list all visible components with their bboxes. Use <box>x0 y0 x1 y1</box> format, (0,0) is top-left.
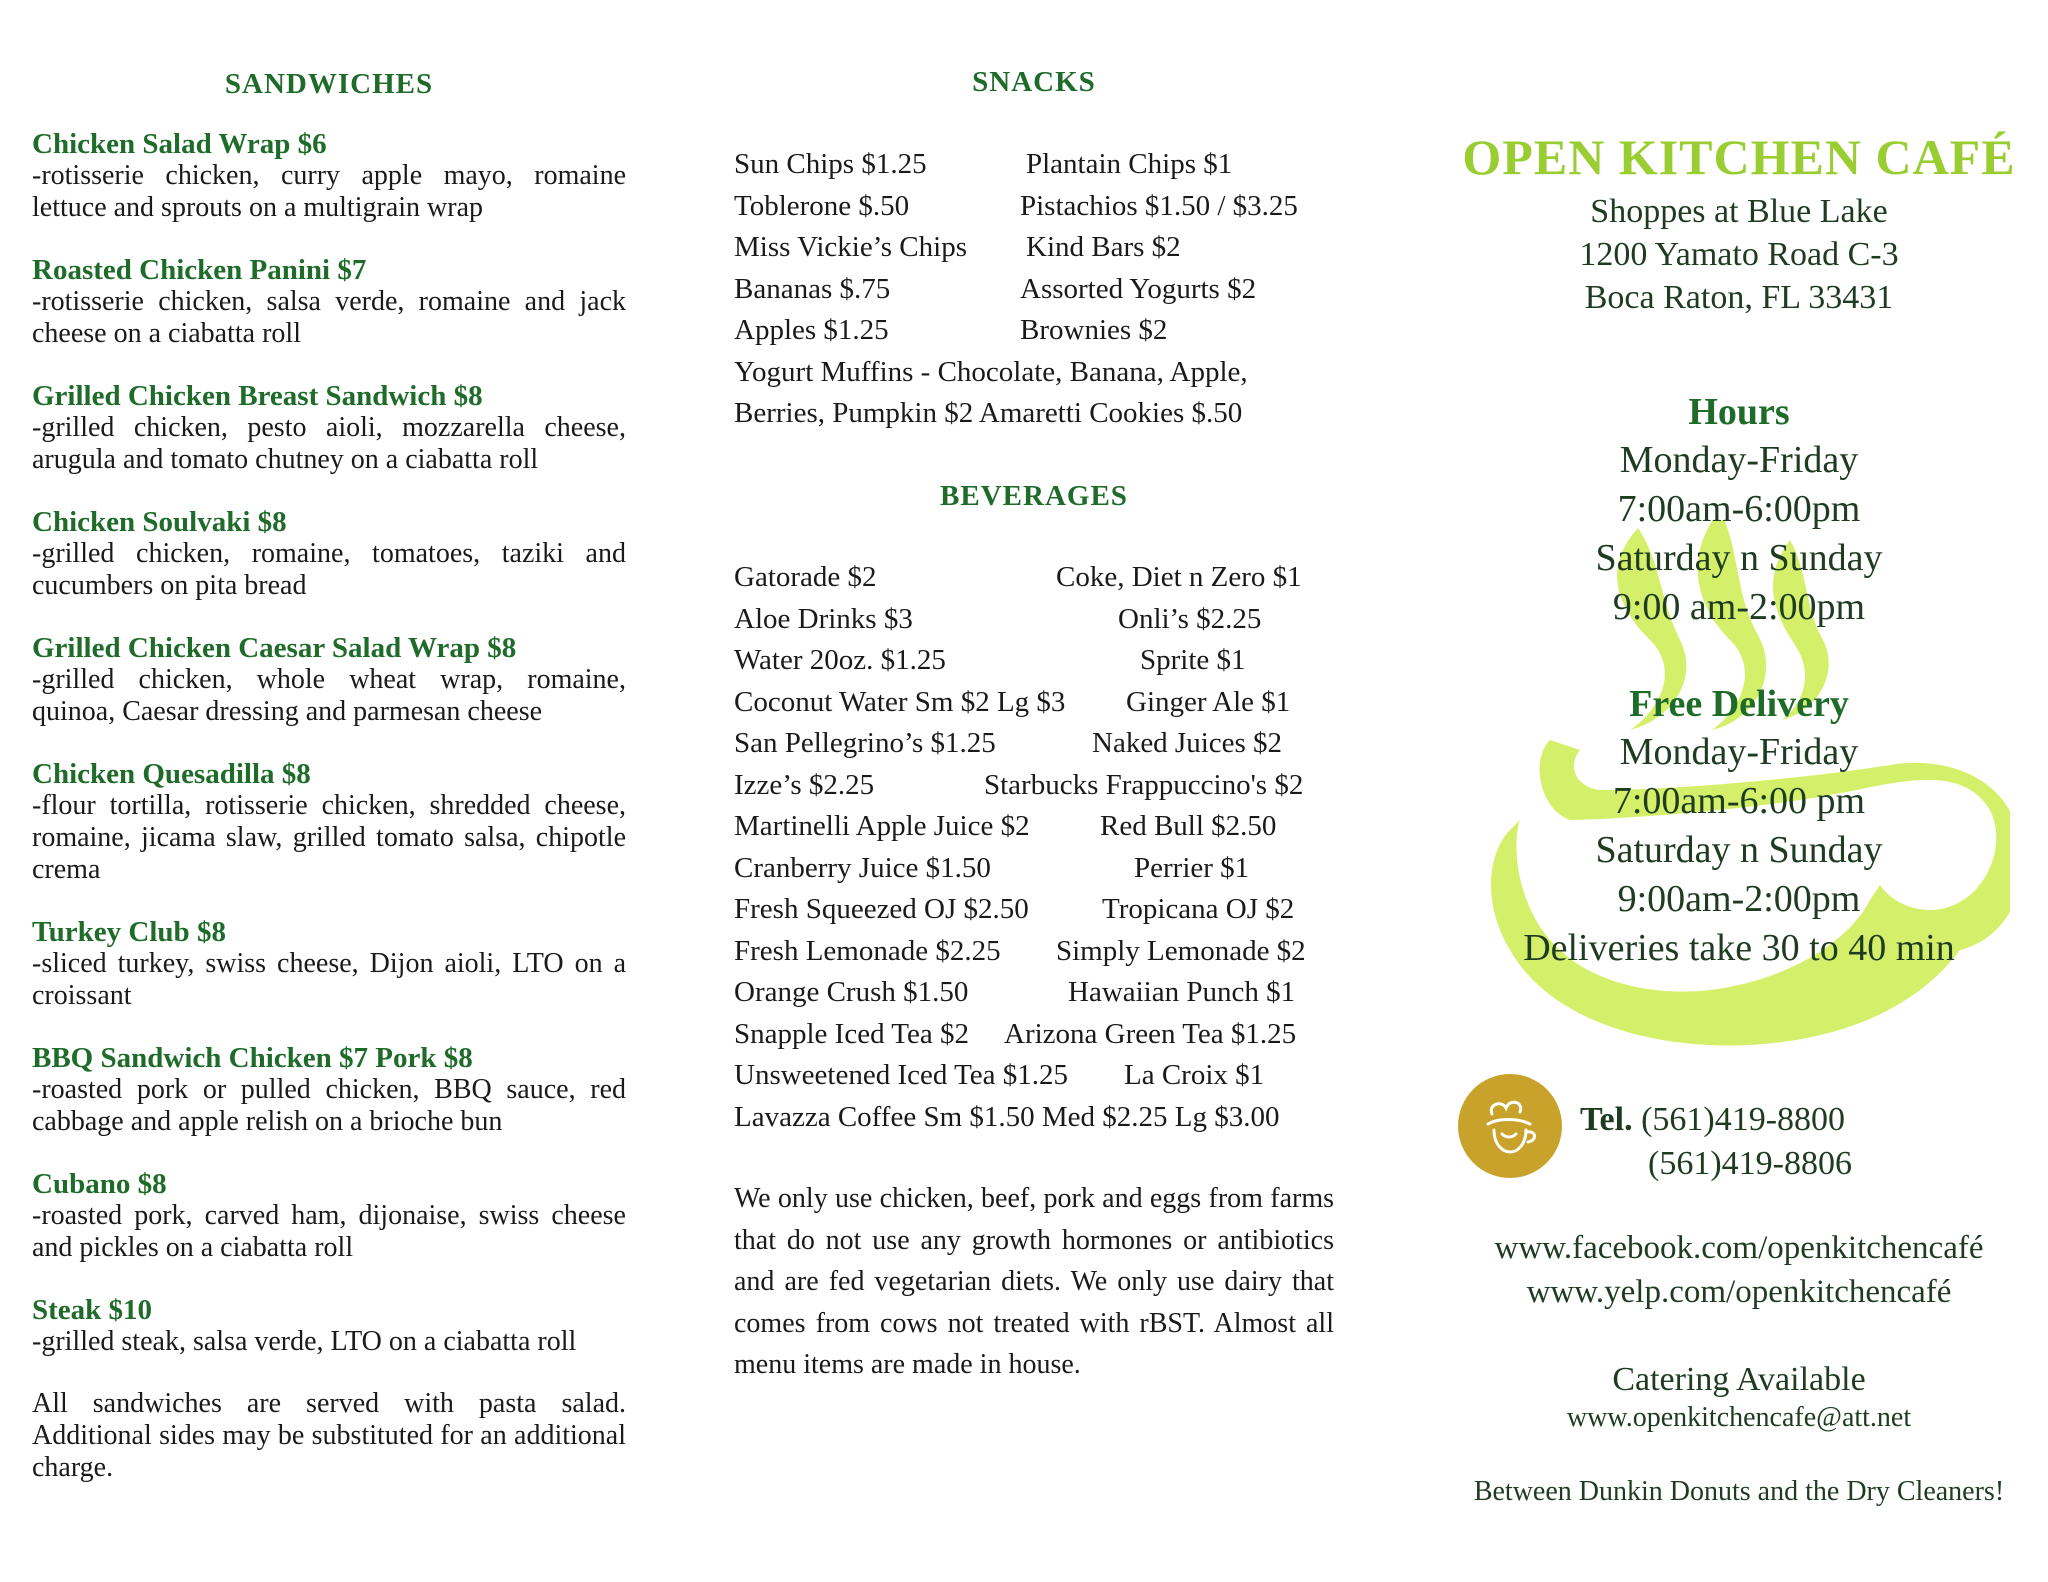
beverage-right: Coke, Diet n Zero $1 <box>1056 561 1302 593</box>
sandwiches-heading: SANDWICHES <box>224 68 434 100</box>
item-name: BBQ Sandwich Chicken $7 Pork $8 <box>32 1042 473 1074</box>
list-item <box>734 227 1334 269</box>
item-name: Chicken Salad Wrap $6 <box>32 128 327 160</box>
list-item <box>734 352 1334 394</box>
snack-right: Plantain Chips $1 <box>1026 148 1233 180</box>
beverage-left: Gatorade $2 <box>734 561 877 593</box>
snack-left: Bananas $.75 <box>734 272 891 305</box>
menu-item <box>32 254 626 350</box>
beverage-right: Starbucks Frappuccino's $2 <box>984 768 1304 801</box>
sourcing-policy: We only use chicken, beef, pork and eggs from farms that do not use any growth hormones or antibiotics and are fed vegetarian diets. We only use dairy that comes from cows not treated with rBST. Almost all menu items are made in house. <box>734 1183 1334 1380</box>
menu-item <box>32 506 626 602</box>
phone-number[interactable]: (561)419-8800 <box>1641 1101 1846 1138</box>
beverage-right: La Croix $1 <box>1124 1059 1265 1091</box>
menu-item <box>32 380 626 476</box>
phone-number[interactable]: (561)419-8806 <box>1648 1145 1852 1182</box>
list-item <box>734 269 1334 311</box>
list-item <box>734 557 1334 599</box>
beverage-right: Perrier $1 <box>1134 851 1250 884</box>
menu-item <box>32 1042 626 1138</box>
snack-left: Sun Chips $1.25 <box>734 148 927 180</box>
beverage-right: Onli’s $2.25 <box>1118 602 1262 635</box>
beverages-list <box>734 557 1334 1138</box>
snack-left: Apples $1.25 <box>734 314 889 346</box>
menu-item <box>32 758 626 886</box>
beverage-left: Cranberry Juice $1.50 <box>734 851 991 884</box>
item-name: Steak $10 <box>32 1294 153 1326</box>
hours-line: 9:00 am-2:00pm <box>1612 586 1866 628</box>
beverage-right: Tropicana OJ $2 <box>1102 893 1295 925</box>
address-line: 1200 Yamato Road C-3 <box>1579 236 1899 273</box>
beverage-left: Martinelli Apple Juice $2 <box>734 810 1030 842</box>
menu-item <box>32 916 626 1012</box>
list-item <box>734 931 1334 973</box>
hours-line: Monday-Friday <box>1619 439 1859 481</box>
beverage-right: Hawaiian Punch $1 <box>1068 976 1296 1008</box>
snack-left: Miss Vickie’s Chips <box>734 231 967 263</box>
snack-right: Pistachios $1.50 / $3.25 <box>1020 189 1298 222</box>
beverage-right: Arizona Green Tea $1.25 <box>1004 1017 1297 1050</box>
item-description: -sliced turkey, swiss cheese, Dijon aioli, LTO on a croissant <box>32 948 626 1011</box>
snacks-heading: SNACKS <box>972 66 1096 98</box>
catering-label: Catering Available <box>1612 1361 1866 1398</box>
hours-heading: Hours <box>1688 391 1790 433</box>
beverage-line: Lavazza Coffee Sm $1.50 Med $2.25 Lg $3.00 <box>734 1100 1280 1133</box>
list-item <box>734 848 1334 890</box>
delivery-line: Saturday n Sunday <box>1595 829 1883 871</box>
menu-item <box>32 128 626 224</box>
email-link[interactable]: www.openkitchencafe@att.net <box>1566 1402 1912 1433</box>
snacks-list <box>734 144 1334 435</box>
website-link[interactable]: www.facebook.com/openkitchencafé <box>1494 1230 1984 1266</box>
list-item <box>734 1055 1334 1097</box>
list-item <box>734 682 1334 724</box>
item-name: Grilled Chicken Breast Sandwich $8 <box>32 380 483 412</box>
menu-item <box>32 632 626 728</box>
beverage-right: Simply Lemonade $2 <box>1056 934 1306 967</box>
item-name: Turkey Club $8 <box>32 916 226 948</box>
delivery-heading: Free Delivery <box>1629 683 1849 725</box>
cafe-logo-icon <box>1458 1074 1562 1178</box>
list-item <box>734 640 1334 682</box>
beverage-right: Sprite $1 <box>1140 644 1246 676</box>
snack-right: Kind Bars $2 <box>1026 231 1181 263</box>
cafe-name: OPEN KITCHEN CAFÉ <box>1462 129 2016 185</box>
beverage-right: Ginger Ale $1 <box>1126 685 1291 718</box>
snack-left: Toblerone $.50 <box>734 189 910 222</box>
sandwich-footnote: All sandwiches are served with pasta salad. Additional sides may be substituted for an additional charge. <box>32 1388 626 1483</box>
address-line: Shoppes at Blue Lake <box>1590 193 1888 230</box>
list-item <box>734 765 1334 807</box>
list-item <box>734 889 1334 931</box>
beverage-left: Coconut Water Sm $2 Lg $3 <box>734 685 1066 718</box>
snack-right: Assorted Yogurts $2 <box>1020 272 1257 305</box>
beverages-heading: BEVERAGES <box>940 480 1128 512</box>
beverage-left: Fresh Lemonade $2.25 <box>734 934 1001 967</box>
delivery-line: Monday-Friday <box>1619 731 1859 773</box>
item-description: -grilled chicken, romaine, tomatoes, taziki and cucumbers on pita bread <box>32 538 626 601</box>
item-description: -rotisserie chicken, salsa verde, romaine and jack cheese on a ciabatta roll <box>32 286 626 349</box>
snack-line: Berries, Pumpkin $2 Amaretti Cookies $.50 <box>734 397 1243 429</box>
beverage-left: Water 20oz. $1.25 <box>734 644 946 676</box>
item-name: Cubano $8 <box>32 1168 167 1200</box>
list-item <box>734 144 1334 186</box>
item-description: -grilled steak, salsa verde, LTO on a ciabatta roll <box>32 1326 577 1357</box>
sandwich-list <box>32 128 626 1484</box>
item-description: -roasted pork, carved ham, dijonaise, swiss cheese and pickles on a ciabatta roll <box>32 1200 626 1263</box>
item-name: Grilled Chicken Caesar Salad Wrap $8 <box>32 632 517 664</box>
delivery-line: Deliveries take 30 to 40 min <box>1523 927 1955 969</box>
item-name: Chicken Soulvaki $8 <box>32 506 287 538</box>
list-item <box>734 972 1334 1014</box>
list-item <box>734 393 1334 435</box>
snack-line: Yogurt Muffins - Chocolate, Banana, Apple, <box>734 355 1248 388</box>
item-description: -grilled chicken, whole wheat wrap, romaine, quinoa, Caesar dressing and parmesan cheese <box>32 664 626 727</box>
item-name: Roasted Chicken Panini $7 <box>32 254 367 286</box>
list-item <box>734 806 1334 848</box>
beverage-left: Izze’s $2.25 <box>734 768 875 801</box>
beverage-left: San Pellegrino’s $1.25 <box>734 727 996 759</box>
item-description: -roasted pork or pulled chicken, BBQ sauce, red cabbage and apple relish on a brioche bun <box>32 1074 626 1137</box>
beverage-right: Naked Juices $2 <box>1092 727 1283 759</box>
list-item <box>734 599 1334 641</box>
hours-line: 7:00am-6:00pm <box>1617 488 1861 530</box>
list-item <box>734 186 1334 228</box>
item-description: -rotisserie chicken, curry apple mayo, romaine lettuce and sprouts on a multigrain wrap <box>32 160 626 223</box>
snack-right: Brownies $2 <box>1020 314 1168 346</box>
telephone-block <box>1580 1098 1852 1186</box>
delivery-line: 7:00am-6:00 pm <box>1612 780 1866 822</box>
beverage-left: Orange Crush $1.50 <box>734 976 969 1008</box>
delivery-line: 9:00am-2:00pm <box>1617 878 1861 920</box>
list-item <box>734 310 1334 352</box>
beverage-left: Snapple Iced Tea $2 <box>734 1017 969 1050</box>
item-description: -flour tortilla, rotisserie chicken, shredded cheese, romaine, jicama slaw, grilled tomato salsa, chipotle crema <box>32 790 626 885</box>
beverage-right: Red Bull $2.50 <box>1100 810 1277 842</box>
hours-line: Saturday n Sunday <box>1595 537 1883 579</box>
location-note: Between Dunkin Donuts and the Dry Cleaners! <box>1473 1476 2005 1507</box>
website-link[interactable]: www.yelp.com/openkitchencafé <box>1526 1274 1952 1310</box>
item-description: -grilled chicken, pesto aioli, mozzarella cheese, arugula and tomato chutney on a ciabatta roll <box>32 412 626 475</box>
list-item <box>734 1014 1334 1056</box>
beverage-left: Unsweetened Iced Tea $1.25 <box>734 1059 1069 1091</box>
menu-item <box>32 1168 626 1264</box>
list-item <box>734 1097 1334 1139</box>
address-line: Boca Raton, FL 33431 <box>1584 279 1894 316</box>
beverage-left: Fresh Squeezed OJ $2.50 <box>734 893 1029 925</box>
menu-item <box>32 1294 626 1358</box>
tel-label: Tel. <box>1580 1101 1633 1138</box>
beverage-left: Aloe Drinks $3 <box>734 602 913 635</box>
list-item <box>734 723 1334 765</box>
item-name: Chicken Quesadilla $8 <box>32 758 311 790</box>
